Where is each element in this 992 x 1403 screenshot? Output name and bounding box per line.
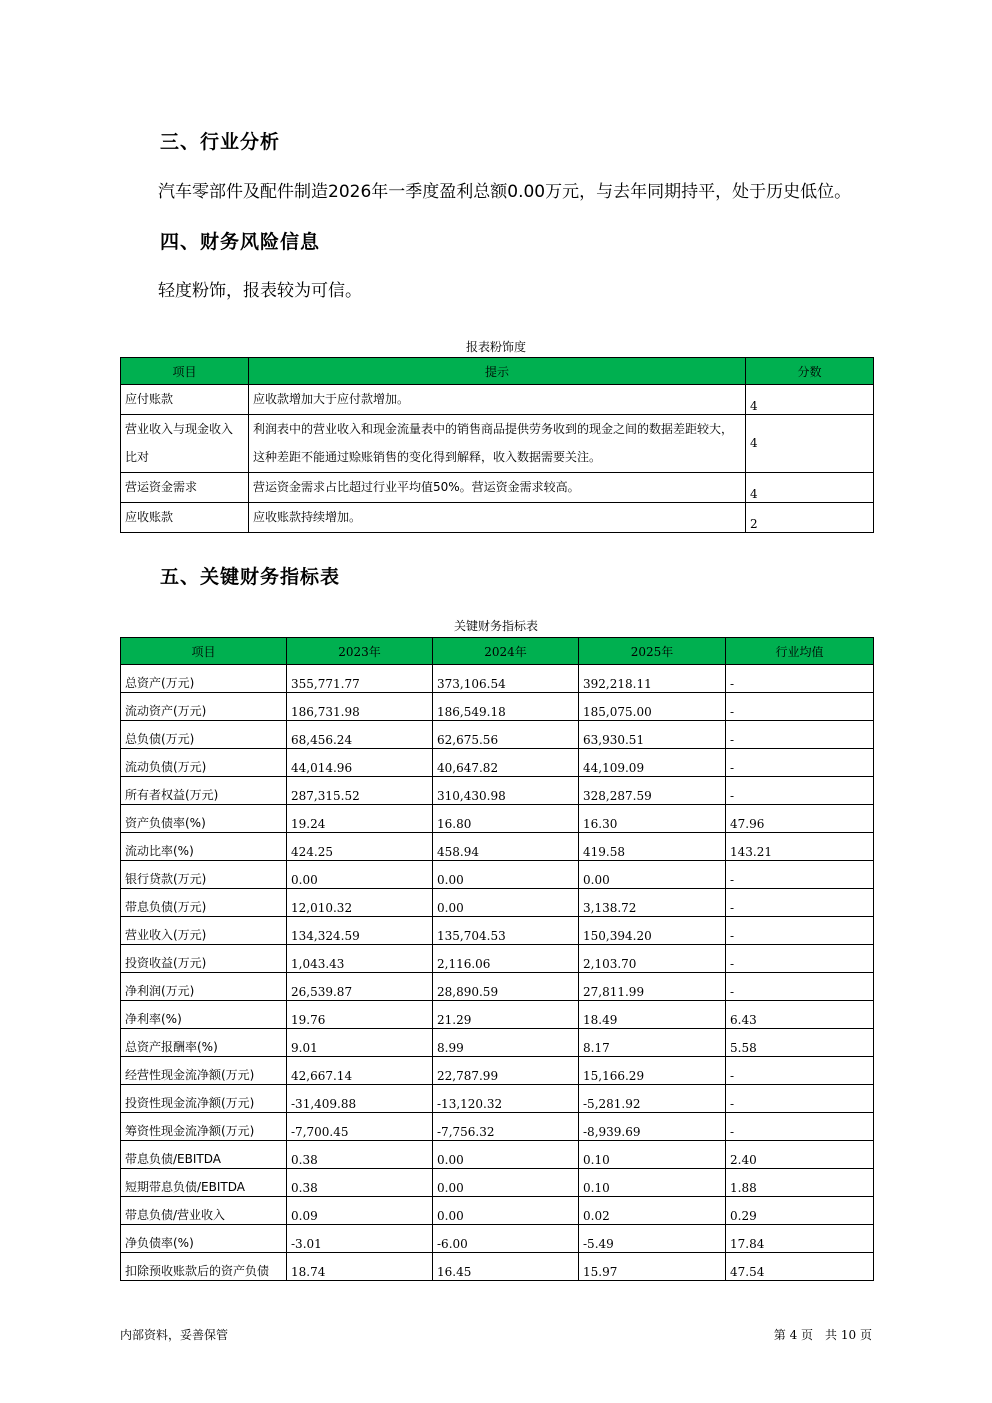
- kpi-2024: 40,647.82: [433, 749, 579, 777]
- footer-page-total: 10: [840, 1328, 857, 1342]
- table-row: [121, 1225, 874, 1253]
- kpi-header-2025: 2025年: [579, 638, 726, 665]
- table-row: [121, 1057, 874, 1085]
- kpi-item: 总资产报酬率(%): [121, 1029, 287, 1057]
- kpi-item: 带息负债/营业收入: [121, 1197, 287, 1225]
- kpi-item: 流动比率(%): [121, 833, 287, 861]
- risk-tip: 应收账款持续增加。: [249, 503, 746, 533]
- kpi-industry-avg: 0.29: [726, 1197, 874, 1225]
- kpi-2025: 0.10: [579, 1141, 726, 1169]
- kpi-item: 短期带息负债/EBITDA: [121, 1169, 287, 1197]
- kpi-2023: -3.01: [287, 1225, 433, 1253]
- kpi-item: 营业收入(万元): [121, 917, 287, 945]
- kpi-2023: 134,324.59: [287, 917, 433, 945]
- section3-heading: 三、行业分析: [160, 131, 281, 153]
- risk-header-tip: 提示: [249, 358, 746, 385]
- kpi-item: 净负债率(%): [121, 1225, 287, 1253]
- risk-header-score: 分数: [746, 358, 874, 385]
- kpi-industry-avg: -: [726, 861, 874, 889]
- table-row: [121, 889, 874, 917]
- risk-table: [120, 357, 874, 533]
- table-row: [121, 861, 874, 889]
- kpi-industry-avg: -: [726, 1057, 874, 1085]
- risk-tip: 营运资金需求占比超过行业平均值50%。营运资金需求较高。: [249, 473, 746, 503]
- kpi-2024: 8.99: [433, 1029, 579, 1057]
- kpi-2023: 424.25: [287, 833, 433, 861]
- kpi-2025: 3,138.72: [579, 889, 726, 917]
- kpi-header-2023: 2023年: [287, 638, 433, 665]
- risk-tip: 应收款增加大于应付款增加。: [249, 385, 746, 415]
- kpi-2024: 22,787.99: [433, 1057, 579, 1085]
- kpi-2024: -6.00: [433, 1225, 579, 1253]
- kpi-industry-avg: 5.58: [726, 1029, 874, 1057]
- footer-page-mid: 页 共: [801, 1328, 838, 1342]
- section4-text: 轻度粉饰，报表较为可信。: [158, 281, 362, 301]
- risk-table-header: [121, 358, 874, 385]
- kpi-item: 净利润(万元): [121, 973, 287, 1001]
- kpi-2024: -7,756.32: [433, 1113, 579, 1141]
- kpi-industry-avg: -: [726, 777, 874, 805]
- footer-page-suffix: 页: [859, 1328, 872, 1342]
- kpi-2024: 21.29: [433, 1001, 579, 1029]
- kpi-2024: 16.45: [433, 1253, 579, 1281]
- kpi-2024: 373,106.54: [433, 665, 579, 693]
- table-row: [121, 1141, 874, 1169]
- table-row: [121, 1253, 874, 1281]
- kpi-header-2024: 2024年: [433, 638, 579, 665]
- section5-heading: 五、关键财务指标表: [160, 566, 341, 588]
- kpi-2023: 42,667.14: [287, 1057, 433, 1085]
- kpi-2025: 44,109.09: [579, 749, 726, 777]
- table-row: [121, 1197, 874, 1225]
- kpi-industry-avg: 17.84: [726, 1225, 874, 1253]
- kpi-2023: 26,539.87: [287, 973, 433, 1001]
- kpi-2025: -5.49: [579, 1225, 726, 1253]
- kpi-item: 银行贷款(万元): [121, 861, 287, 889]
- kpi-industry-avg: -: [726, 917, 874, 945]
- kpi-2024: 2,116.06: [433, 945, 579, 973]
- kpi-item: 投资性现金流净额(万元): [121, 1085, 287, 1113]
- table-row: [121, 473, 874, 503]
- kpi-2023: 18.74: [287, 1253, 433, 1281]
- kpi-2025: 16.30: [579, 805, 726, 833]
- kpi-2023: 0.38: [287, 1169, 433, 1197]
- kpi-item: 带息负债(万元): [121, 889, 287, 917]
- kpi-industry-avg: -: [726, 721, 874, 749]
- kpi-2023: 355,771.77: [287, 665, 433, 693]
- risk-tip: 利润表中的营业收入和现金流量表中的销售商品提供劳务收到的现金之间的数据差距较大，这种差距不能通过赊账销售的变化得到解释，收入数据需要关注。: [249, 415, 746, 473]
- kpi-2025: 392,218.11: [579, 665, 726, 693]
- table-row: [121, 415, 874, 473]
- kpi-2025: 328,287.59: [579, 777, 726, 805]
- table-row: [121, 833, 874, 861]
- kpi-2023: 1,043.43: [287, 945, 433, 973]
- kpi-industry-avg: -: [726, 749, 874, 777]
- kpi-table-body: [121, 665, 874, 1281]
- kpi-item: 流动负债(万元): [121, 749, 287, 777]
- kpi-header-item: 项目: [121, 638, 287, 665]
- kpi-2023: 9.01: [287, 1029, 433, 1057]
- kpi-2024: 458.94: [433, 833, 579, 861]
- risk-score: 4: [746, 385, 874, 415]
- kpi-2024: 186,549.18: [433, 693, 579, 721]
- kpi-2023: 287,315.52: [287, 777, 433, 805]
- kpi-2023: -31,409.88: [287, 1085, 433, 1113]
- table-row: [121, 1029, 874, 1057]
- kpi-2024: -13,120.32: [433, 1085, 579, 1113]
- kpi-2024: 28,890.59: [433, 973, 579, 1001]
- table-row: [121, 503, 874, 533]
- kpi-item: 筹资性现金流净额(万元): [121, 1113, 287, 1141]
- kpi-industry-avg: -: [726, 693, 874, 721]
- kpi-2025: 0.02: [579, 1197, 726, 1225]
- table-row: [121, 749, 874, 777]
- kpi-2024: 0.00: [433, 1169, 579, 1197]
- table-row: [121, 693, 874, 721]
- kpi-2024: 62,675.56: [433, 721, 579, 749]
- kpi-2023: 19.24: [287, 805, 433, 833]
- footer-confidential: 内部资料，妥善保管: [120, 1328, 229, 1342]
- kpi-2025: 27,811.99: [579, 973, 726, 1001]
- kpi-item: 经营性现金流净额(万元): [121, 1057, 287, 1085]
- kpi-industry-avg: -: [726, 1113, 874, 1141]
- kpi-2025: 0.00: [579, 861, 726, 889]
- table-row: [121, 805, 874, 833]
- kpi-item: 资产负债率(%): [121, 805, 287, 833]
- kpi-item: 所有者权益(万元): [121, 777, 287, 805]
- kpi-2023: 186,731.98: [287, 693, 433, 721]
- table-row: [121, 777, 874, 805]
- risk-item: 应付账款: [121, 385, 249, 415]
- kpi-2024: 0.00: [433, 1141, 579, 1169]
- kpi-2023: 0.00: [287, 861, 433, 889]
- kpi-item: 带息负债/EBITDA: [121, 1141, 287, 1169]
- kpi-2024: 310,430.98: [433, 777, 579, 805]
- table-row: [121, 721, 874, 749]
- kpi-2025: 150,394.20: [579, 917, 726, 945]
- kpi-2024: 0.00: [433, 889, 579, 917]
- footer-page-current: 4: [789, 1328, 798, 1342]
- kpi-header-industry-avg: 行业均值: [726, 638, 874, 665]
- kpi-item: 净利率(%): [121, 1001, 287, 1029]
- risk-score: 4: [746, 473, 874, 503]
- table-row: [121, 665, 874, 693]
- kpi-table-caption: 关键财务指标表: [453, 619, 538, 633]
- kpi-table-header: [121, 638, 874, 665]
- footer-page-prefix: 第: [773, 1328, 786, 1342]
- risk-item: 应收账款: [121, 503, 249, 533]
- kpi-2025: -8,939.69: [579, 1113, 726, 1141]
- risk-item: 营运资金需求: [121, 473, 249, 503]
- kpi-industry-avg: -: [726, 945, 874, 973]
- kpi-industry-avg: -: [726, 973, 874, 1001]
- kpi-2024: 16.80: [433, 805, 579, 833]
- table-row: [121, 1113, 874, 1141]
- risk-table-caption: 报表粉饰度: [465, 340, 526, 354]
- table-row: [121, 385, 874, 415]
- kpi-2025: 18.49: [579, 1001, 726, 1029]
- table-row: [121, 1085, 874, 1113]
- kpi-table: [120, 637, 874, 1281]
- kpi-2024: 135,704.53: [433, 917, 579, 945]
- kpi-2025: 15,166.29: [579, 1057, 726, 1085]
- kpi-2025: 185,075.00: [579, 693, 726, 721]
- kpi-2023: -7,700.45: [287, 1113, 433, 1141]
- table-row: [121, 945, 874, 973]
- kpi-2023: 0.38: [287, 1141, 433, 1169]
- kpi-item: 总负债(万元): [121, 721, 287, 749]
- kpi-industry-avg: 2.40: [726, 1141, 874, 1169]
- kpi-2023: 68,456.24: [287, 721, 433, 749]
- kpi-industry-avg: 47.54: [726, 1253, 874, 1281]
- table-row: [121, 1169, 874, 1197]
- kpi-industry-avg: 6.43: [726, 1001, 874, 1029]
- kpi-2023: 12,010.32: [287, 889, 433, 917]
- kpi-2025: -5,281.92: [579, 1085, 726, 1113]
- table-row: [121, 1001, 874, 1029]
- kpi-2025: 8.17: [579, 1029, 726, 1057]
- kpi-industry-avg: 1.88: [726, 1169, 874, 1197]
- kpi-2024: 0.00: [433, 861, 579, 889]
- kpi-2025: 15.97: [579, 1253, 726, 1281]
- kpi-item: 流动资产(万元): [121, 693, 287, 721]
- table-row: [121, 973, 874, 1001]
- risk-item: 营业收入与现金收入比对: [121, 415, 249, 473]
- kpi-2023: 44,014.96: [287, 749, 433, 777]
- kpi-item: 总资产(万元): [121, 665, 287, 693]
- kpi-2025: 0.10: [579, 1169, 726, 1197]
- kpi-industry-avg: 143.21: [726, 833, 874, 861]
- footer-page-number: [774, 1326, 872, 1343]
- table-row: [121, 917, 874, 945]
- kpi-item: 投资收益(万元): [121, 945, 287, 973]
- section3-text: 汽车零部件及配件制造2026年一季度盈利总额0.00万元，与去年同期持平，处于历史低位。: [158, 182, 852, 202]
- kpi-2023: 19.76: [287, 1001, 433, 1029]
- kpi-item: 扣除预收账款后的资产负债: [121, 1253, 287, 1281]
- kpi-industry-avg: -: [726, 1085, 874, 1113]
- risk-header-item: 项目: [121, 358, 249, 385]
- kpi-industry-avg: 47.96: [726, 805, 874, 833]
- risk-score: 4: [746, 415, 874, 473]
- kpi-2024: 0.00: [433, 1197, 579, 1225]
- kpi-2023: 0.09: [287, 1197, 433, 1225]
- section4-heading: 四、财务风险信息: [160, 231, 321, 253]
- kpi-2025: 419.58: [579, 833, 726, 861]
- kpi-industry-avg: -: [726, 889, 874, 917]
- kpi-industry-avg: -: [726, 665, 874, 693]
- kpi-2025: 2,103.70: [579, 945, 726, 973]
- risk-score: 2: [746, 503, 874, 533]
- kpi-2025: 63,930.51: [579, 721, 726, 749]
